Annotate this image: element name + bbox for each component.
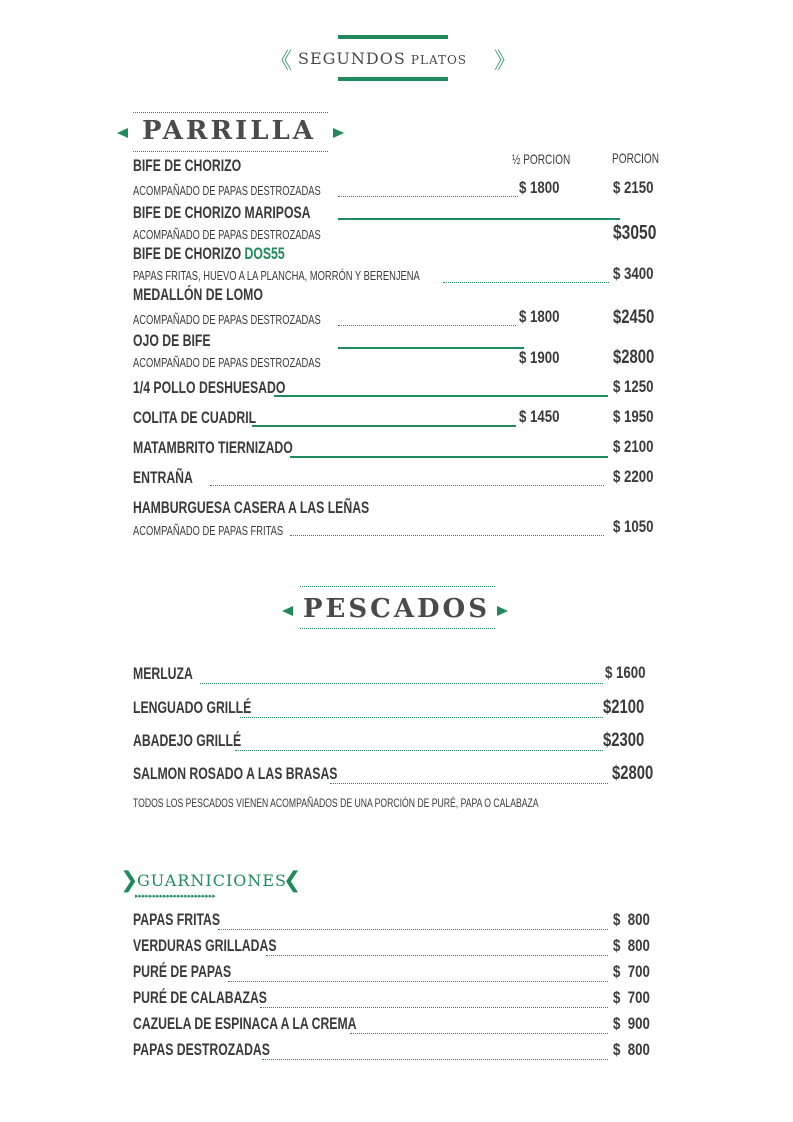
header-top-rule <box>338 35 448 39</box>
header-open-chevrons: 《 <box>270 49 293 74</box>
price: $ 800 <box>613 1040 650 1059</box>
pescados-left-arrow <box>282 606 293 616</box>
menu-item-name: COLITA DE CUADRIL <box>133 408 257 427</box>
menu-item-name: BIFE DE CHORIZO <box>133 156 242 175</box>
leader-line <box>443 282 609 283</box>
leader-line <box>240 717 603 718</box>
parrilla-left-arrow <box>117 128 128 138</box>
leader-line <box>218 929 608 930</box>
guarniciones-title: GUARNICIONES <box>137 871 288 890</box>
header-title-sub: PLATOS <box>410 53 468 67</box>
price-full: $ 1950 <box>613 407 654 426</box>
leader-line <box>235 750 603 751</box>
price: $ 700 <box>613 962 650 981</box>
menu-item-name: LENGUADO GRILLÉ <box>133 698 252 717</box>
price-half: $ 1900 <box>519 348 560 367</box>
menu-item-name: OJO DE BIFE <box>133 331 211 350</box>
guarniciones-arrow-rule: ▸▸▸▸▸▸▸▸▸▸▸▸▸▸▸▸▸▸▸▸▸▸▸ <box>135 893 216 900</box>
menu-item-name: PAPAS FRITAS <box>133 910 221 929</box>
menu-item-desc: ACOMPAÑADO DE PAPAS DESTROZADAS <box>133 183 321 198</box>
leader-line <box>262 1059 608 1060</box>
header-bottom-rule <box>338 77 448 81</box>
leader-line <box>338 196 518 197</box>
menu-item-name-main: BIFE DE CHORIZO <box>133 244 242 263</box>
guarniciones-right-chevron: ❮ <box>283 868 302 893</box>
menu-item-desc: PAPAS FRITAS, HUEVO A LA PLANCHA, MORRÓN Y BERENJENA <box>133 268 420 283</box>
price: $2800 <box>612 763 654 784</box>
leader-line <box>260 1007 608 1008</box>
menu-item-name: ABADEJO GRILLÉ <box>133 731 242 750</box>
leader-line <box>290 535 604 536</box>
leader-line <box>252 425 516 427</box>
guarniciones-left-chevron: ❯ <box>120 868 139 893</box>
menu-item-name: ENTRAÑA <box>133 468 193 487</box>
menu-item-desc: ACOMPAÑADO DE PAPAS DESTROZADAS <box>133 227 321 242</box>
price-full: $3050 <box>613 222 657 244</box>
menu-item-name: MEDALLÓN DE LOMO <box>133 285 263 304</box>
price-full: $ 2200 <box>613 467 654 486</box>
header-close-chevrons: 》 <box>494 49 517 74</box>
leader-line <box>338 218 620 220</box>
price-full: $ 2150 <box>613 178 654 197</box>
parrilla-title: PARRILLA <box>142 116 316 146</box>
leader-line <box>350 1033 608 1034</box>
leader-line <box>290 456 608 458</box>
price: $ 1600 <box>605 663 646 682</box>
menu-item-name: MERLUZA <box>133 664 193 683</box>
price-full: $ 2100 <box>613 437 654 456</box>
price: $2100 <box>603 697 645 718</box>
price-half: $ 1800 <box>519 178 560 197</box>
menu-item-name: HAMBURGUESA CASERA A LAS LEÑAS <box>133 498 370 517</box>
pescados-title: PESCADOS <box>303 594 490 624</box>
parrilla-bottom-rule <box>133 151 328 152</box>
menu-item-name: SALMON ROSADO A LAS BRASAS <box>133 764 338 783</box>
parrilla-top-rule <box>133 112 328 113</box>
menu-item-desc: ACOMPAÑADO DE PAPAS FRITAS <box>133 523 284 538</box>
menu-item-desc: ACOMPAÑADO DE PAPAS DESTROZADAS <box>133 312 321 327</box>
price-full: $ 1050 <box>613 517 654 536</box>
menu-item-name: PAPAS DESTROZADAS <box>133 1040 270 1059</box>
leader-line <box>274 395 608 397</box>
price: $ 800 <box>613 910 650 929</box>
leader-line <box>338 347 524 349</box>
pescados-top-rule <box>300 586 495 587</box>
menu-item-name: PURÉ DE PAPAS <box>133 962 232 981</box>
price: $ 700 <box>613 988 650 1007</box>
header-title <box>298 49 467 68</box>
pescados-bottom-rule <box>300 628 495 629</box>
header-title-main: SEGUNDOS <box>298 49 406 68</box>
menu-item-desc: ACOMPAÑADO DE PAPAS DESTROZADAS <box>133 355 321 370</box>
menu-item-name: 1/4 POLLO DESHUESADO <box>133 378 286 397</box>
leader-line <box>330 783 608 784</box>
menu-item-name <box>133 244 285 264</box>
price: $2300 <box>603 730 645 751</box>
price-full: $ 1250 <box>613 377 654 396</box>
col-half-portion: ½ PORCION <box>512 151 571 167</box>
pescados-note: TODOS LOS PESCADOS VIENEN ACOMPAÑADOS DE UNA PORCIÓN DE PURÉ, PAPA O CALABAZA <box>133 796 539 810</box>
menu-item-name: MATAMBRITO TIERNIZADO <box>133 438 293 457</box>
leader-line <box>266 955 608 956</box>
price: $ 900 <box>613 1014 650 1033</box>
price-full: $2450 <box>613 307 655 328</box>
menu-item-name: PURÉ DE CALABAZAS <box>133 988 267 1007</box>
leader-line <box>200 683 603 684</box>
menu-item-name-accent: DOS55 <box>244 244 285 263</box>
menu-item-name: BIFE DE CHORIZO MARIPOSA <box>133 203 311 222</box>
pescados-right-arrow <box>497 606 508 616</box>
price-full: $2800 <box>613 347 655 368</box>
price-full: $ 3400 <box>613 264 654 283</box>
leader-line <box>210 485 604 486</box>
price-half: $ 1450 <box>519 407 560 426</box>
col-full-portion: PORCION <box>612 150 660 166</box>
leader-line <box>338 325 516 326</box>
menu-item-name: VERDURAS GRILLADAS <box>133 936 277 955</box>
price-half: $ 1800 <box>519 307 560 326</box>
parrilla-right-arrow <box>333 128 344 138</box>
price: $ 800 <box>613 936 650 955</box>
leader-line <box>228 981 608 982</box>
menu-item-name: CAZUELA DE ESPINACA A LA CREMA <box>133 1014 357 1033</box>
